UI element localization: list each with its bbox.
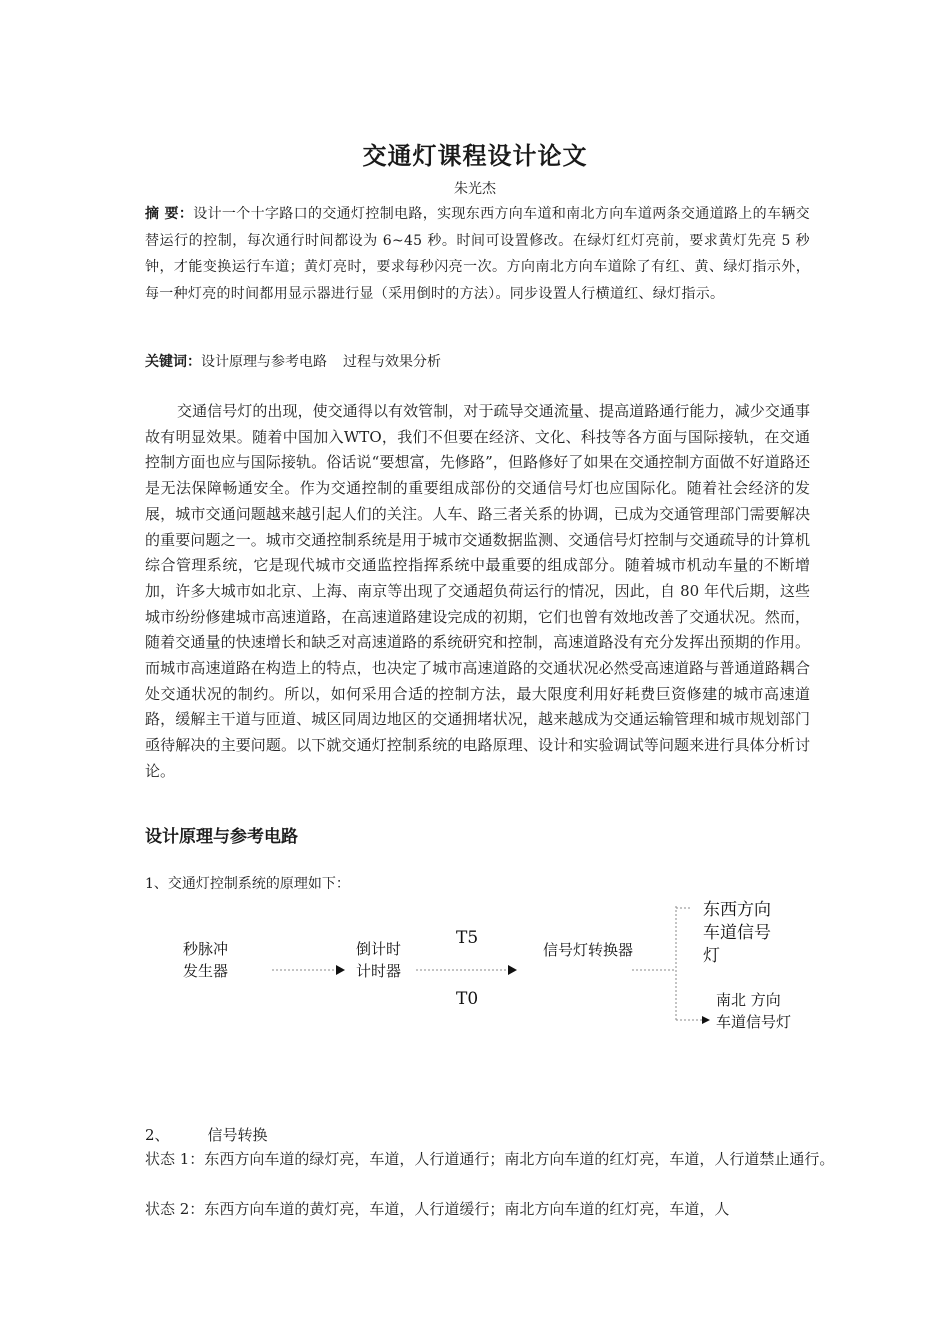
arrowhead (508, 965, 517, 975)
diagram-t5-label: T5 (456, 928, 479, 948)
diagram-countdown-timer: 倒计时 计时器 (356, 940, 402, 980)
state-item (145, 1147, 878, 1172)
diagram-ew-signal: 东西方向 车道信号 灯 (703, 900, 771, 966)
intro-paragraph: 交通信号灯的出现，使交通得以有效管制，对于疏导交通流量、提高道路通行能力，减少交通事故有明显效果。随着中国加入WTO，我们不但要在经济、文化、科技等各方面与国际接轨，在交通控制方面也应与国际接轨。俗话说“要想富，先修路”，但路修好了如果在交通控制方面做不好道路还是无法保障畅通安全。作为交通控制的重要组成部份的交通信号灯也应国际化。随着社会经济的发展，城市交通问题越来越引起人们的关注。人车、路三者关系的协调，已成为交通管理部门需要解决的重要问题之一。城市交通控制系统是用于城市交通数据监测、交通信号灯控制与交通疏导的计算机综合管理系统，它是现代城市交通监控指挥系统中最重要的组成部分。随着城市机动车量的不断增加，许多大城市如北京、上海、南京等出现了交通超负荷运行的情况，因此，自 80 年代后期，这些城市纷纷修建城市高速道路，在高速道路建设完成的初期，它们也曾有效地改善了交通状况。然而，随着交通量的快速增长和缺乏对高速道路的系统研究和控制，高速道路没有充分发挥出预期的作用。而城市高速道路在构造上的特点，也决定了城市高速道路的交通状况必然受高速道路与普通道路耦合处交通状况的制约。所以，如何采用合适的控制方法，最大限度利用好耗费巨资修建的城市高速道路，缓解主干道与匝道、城区同周边地区的交通拥堵状况，越来越成为交通运输管理和城市规划部门亟待解决的主要问题。以下就交通灯控制系统的电路原理、设计和实验调试等问题来进行具体分析讨论。 (145, 402, 810, 780)
author-name: 朱光杰 (454, 181, 496, 197)
abstract-text: 设计一个十字路口的交通灯控制电路，实现东西方向车道和南北方向车道两条交通道路上的车辆交替运行的控制，每次通行时间都设为 6~45 秒。时间可设置修改。在绿灯红灯亮前，要求黄灯先亮 5 秒钟，才能变换运行车道；黄灯亮时，要求每秒闪亮一次。方向南北方向车道除了有红、黄、绿灯指示外，每一种灯亮的时间都用显示器进行显（采用倒时的方法）。同步设置人行横道红、绿灯指示。 (145, 206, 810, 302)
diagram-t0-label: T0 (456, 989, 479, 1009)
abstract (145, 201, 810, 307)
state-label: 状态 1： (145, 1150, 205, 1168)
state-label: 状态 2： (145, 1200, 205, 1218)
keywords (145, 350, 810, 374)
diagram-intro: 1、交通灯控制系统的原理如下： (145, 876, 350, 892)
list-number: 2、 (145, 1126, 170, 1144)
keywords-label: 关键词： (145, 354, 201, 370)
diagram-signal-converter: 信号灯转换器 (543, 941, 634, 959)
list-heading (145, 1124, 268, 1145)
section-heading: 设计原理与参考电路 (145, 827, 298, 847)
arrowhead (702, 1016, 710, 1024)
list-title: 信号转换 (207, 1126, 268, 1144)
diagram-ns-signal: 南北 方向 车道信号灯 (716, 991, 792, 1031)
page-title: 交通灯课程设计论文 (362, 142, 588, 170)
state-item (145, 1197, 878, 1222)
arrowhead (336, 965, 345, 975)
state-text: 东西方向车道的黄灯亮，车道，人行道缓行；南北方向车道的红灯亮，车道，人 (204, 1200, 730, 1218)
diagram-pulse-generator: 秒脉冲 发生器 (183, 940, 229, 980)
state-text: 东西方向车道的绿灯亮，车道，人行道通行；南北方向车道的红灯亮，车道，人行道禁止通行。 (204, 1150, 835, 1168)
keyword-item: 设计原理与参考电路 (201, 354, 327, 370)
keyword-item: 过程与效果分析 (343, 354, 441, 370)
abstract-label: 摘 要： (145, 206, 194, 222)
